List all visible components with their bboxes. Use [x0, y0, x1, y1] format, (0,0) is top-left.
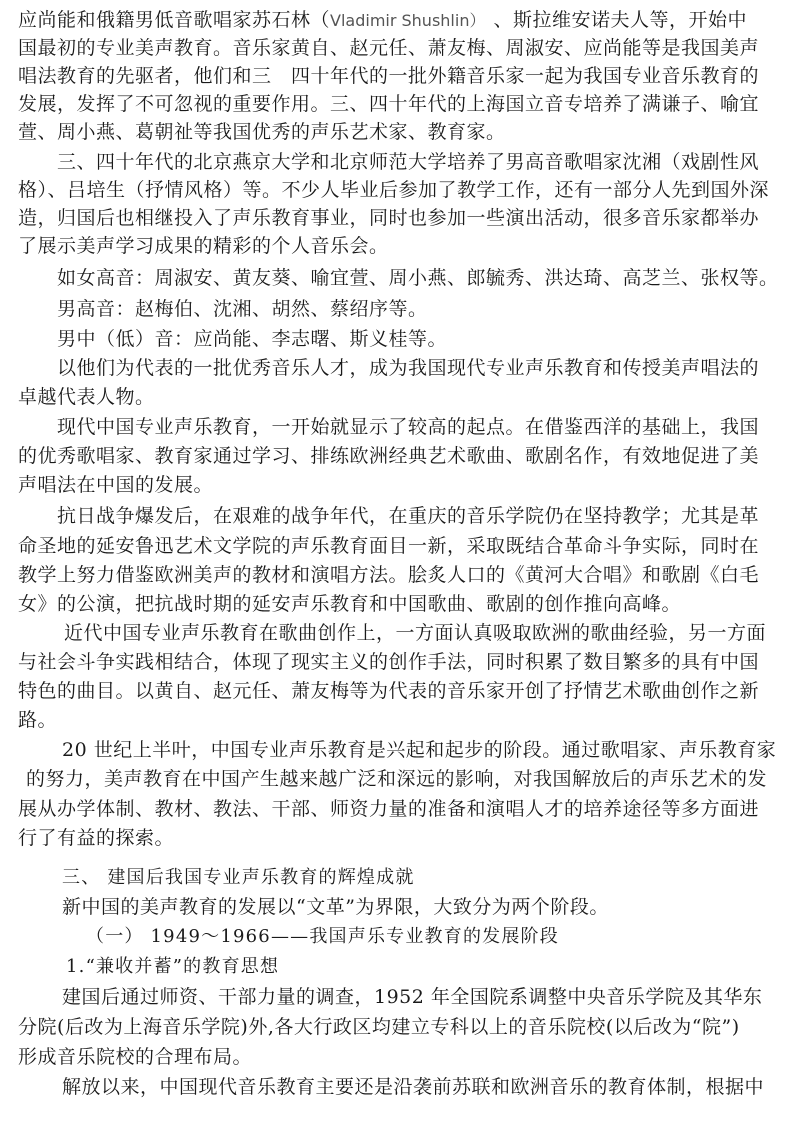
text-line: 发展，发挥了不可忽视的重要作用。三、四十年代的上海国立音专培养了满谦子、喻宜 [18, 93, 760, 115]
text-line: 建国后通过师资、干部力量的调查，1952 年全国院系调整中央音乐学院及其华东 [62, 986, 763, 1008]
text-line: 女》的公演，把抗战时期的延安声乐教育和中国歌曲、歌剧的创作推向高峰。 [18, 593, 682, 615]
text-line: 抗日战争爆发后，在艰难的战争年代，在重庆的音乐学院仍在坚持教学；尤其是革 [57, 505, 760, 527]
text-line: 国最初的专业美声教育。音乐家黄自、赵元任、萧友梅、周淑安、应尚能等是我国美声 [18, 37, 760, 59]
text-line: 男中（低）音：应尚能、李志曙、斯义桂等。 [57, 328, 448, 350]
text-line: 了展示美声学习成果的精彩的个人音乐会。 [18, 235, 389, 257]
text-line: 近代中国专业声乐教育在歌曲创作上，一方面认真吸取欧洲的歌曲经验，另一方面 [64, 622, 767, 644]
text-line: 教学上努力借鉴欧洲美声的教材和演唱方法。脍炙人口的《黄河大合唱》和歌剧《白毛 [18, 564, 760, 586]
text-line: 萱、周小燕、葛朝祉等我国优秀的声乐艺术家、教育家。 [18, 121, 506, 143]
text-line: 声唱法在中国的发展。 [18, 474, 214, 496]
text-line: 现代中国专业声乐教育，一开始就显示了较高的起点。在借鉴西洋的基础上，我国 [57, 416, 760, 438]
text-line: 与社会斗争实践相结合，体现了现实主义的创作手法，同时积累了数目繁多的具有中国 [18, 651, 760, 673]
text-line: 20 世纪上半叶，中国专业声乐教育是兴起和起步的阶段。通过歌唱家、声乐教育家 [62, 739, 777, 761]
text-line: 造，归国后也相继投入了声乐教育事业，同时也参加一些演出活动，很多音乐家都举办 [18, 207, 760, 229]
text-line: 唱法教育的先驱者，他们和三 四十年代的一批外籍音乐家一起为我国专业音乐教育的 [18, 65, 760, 87]
text-line: 解放以来，中国现代音乐教育主要还是沿袭前苏联和欧洲音乐的教育体制，根据中 [62, 1076, 765, 1098]
text-run: 、斯拉维安诺夫人等，开始中 [493, 9, 747, 31]
text-line: 格）、吕培生（抒情风格）等。不少人毕业后参加了教学工作，还有一部分人先到国外深 [18, 179, 770, 201]
text-line: 路。 [18, 709, 58, 731]
text-line: 分院(后改为上海音乐学院)外,各大行政区均建立专科以上的音乐院校(以后改为“院”) [18, 1016, 740, 1038]
text-line [18, 8, 747, 33]
text-line: 以他们为代表的一批优秀音乐人才，成为我国现代专业声乐教育和传授美声唱法的 [57, 357, 760, 379]
text-line: 男高音：赵梅伯、沈湘、胡然、蔡绍序等。 [57, 298, 428, 320]
text-line: 的优秀歌唱家、教育家通过学习、排练欧洲经典艺术歌曲、歌剧名作，有效地促进了美 [18, 445, 760, 467]
text-line: 卓越代表人物。 [18, 386, 155, 408]
latin-name: Vladimir Shushlin） [330, 11, 478, 30]
text-line: 命圣地的延安鲁迅艺术文学院的声乐教育面目一新，采取既结合革命斗争实际，同时在 [18, 535, 760, 557]
text-line: 展从办学体制、教材、教法、干部、师资力量的准备和演唱人才的培养途径等多方面进 [18, 798, 760, 820]
text-line: 行了有益的探索。 [18, 827, 175, 849]
section-title: 三、 建国后我国专业声乐教育的辉煌成就 [62, 867, 415, 888]
subsection-title: （一） 1949～1966——我国声乐专业教育的发展阶段 [86, 926, 559, 947]
text-line: 特色的曲目。以黄自、赵元任、萧友梅等为代表的音乐家开创了抒情艺术歌曲创作之新 [18, 680, 760, 702]
text-line: 的努力，美声教育在中国产生越来越广泛和深远的影响，对我国解放后的声乐艺术的发 [26, 768, 768, 790]
text-line: 新中国的美声教育的发展以“文革”为界限，大致分为两个阶段。 [62, 896, 609, 918]
item-title: 1.“兼收并蓄”的教育思想 [66, 956, 280, 977]
text-line: 如女高音：周淑安、黄友葵、喻宜萱、周小燕、郎毓秀、洪达琦、高芝兰、张权等。 [57, 267, 779, 289]
text-line: 形成音乐院校的合理布局。 [18, 1046, 253, 1068]
text-line: 三、四十年代的北京燕京大学和北京师范大学培养了男高音歌唱家沈湘（戏剧性风 [57, 151, 760, 173]
text-run: 应尚能和俄籍男低音歌唱家苏石林（ [18, 9, 331, 31]
